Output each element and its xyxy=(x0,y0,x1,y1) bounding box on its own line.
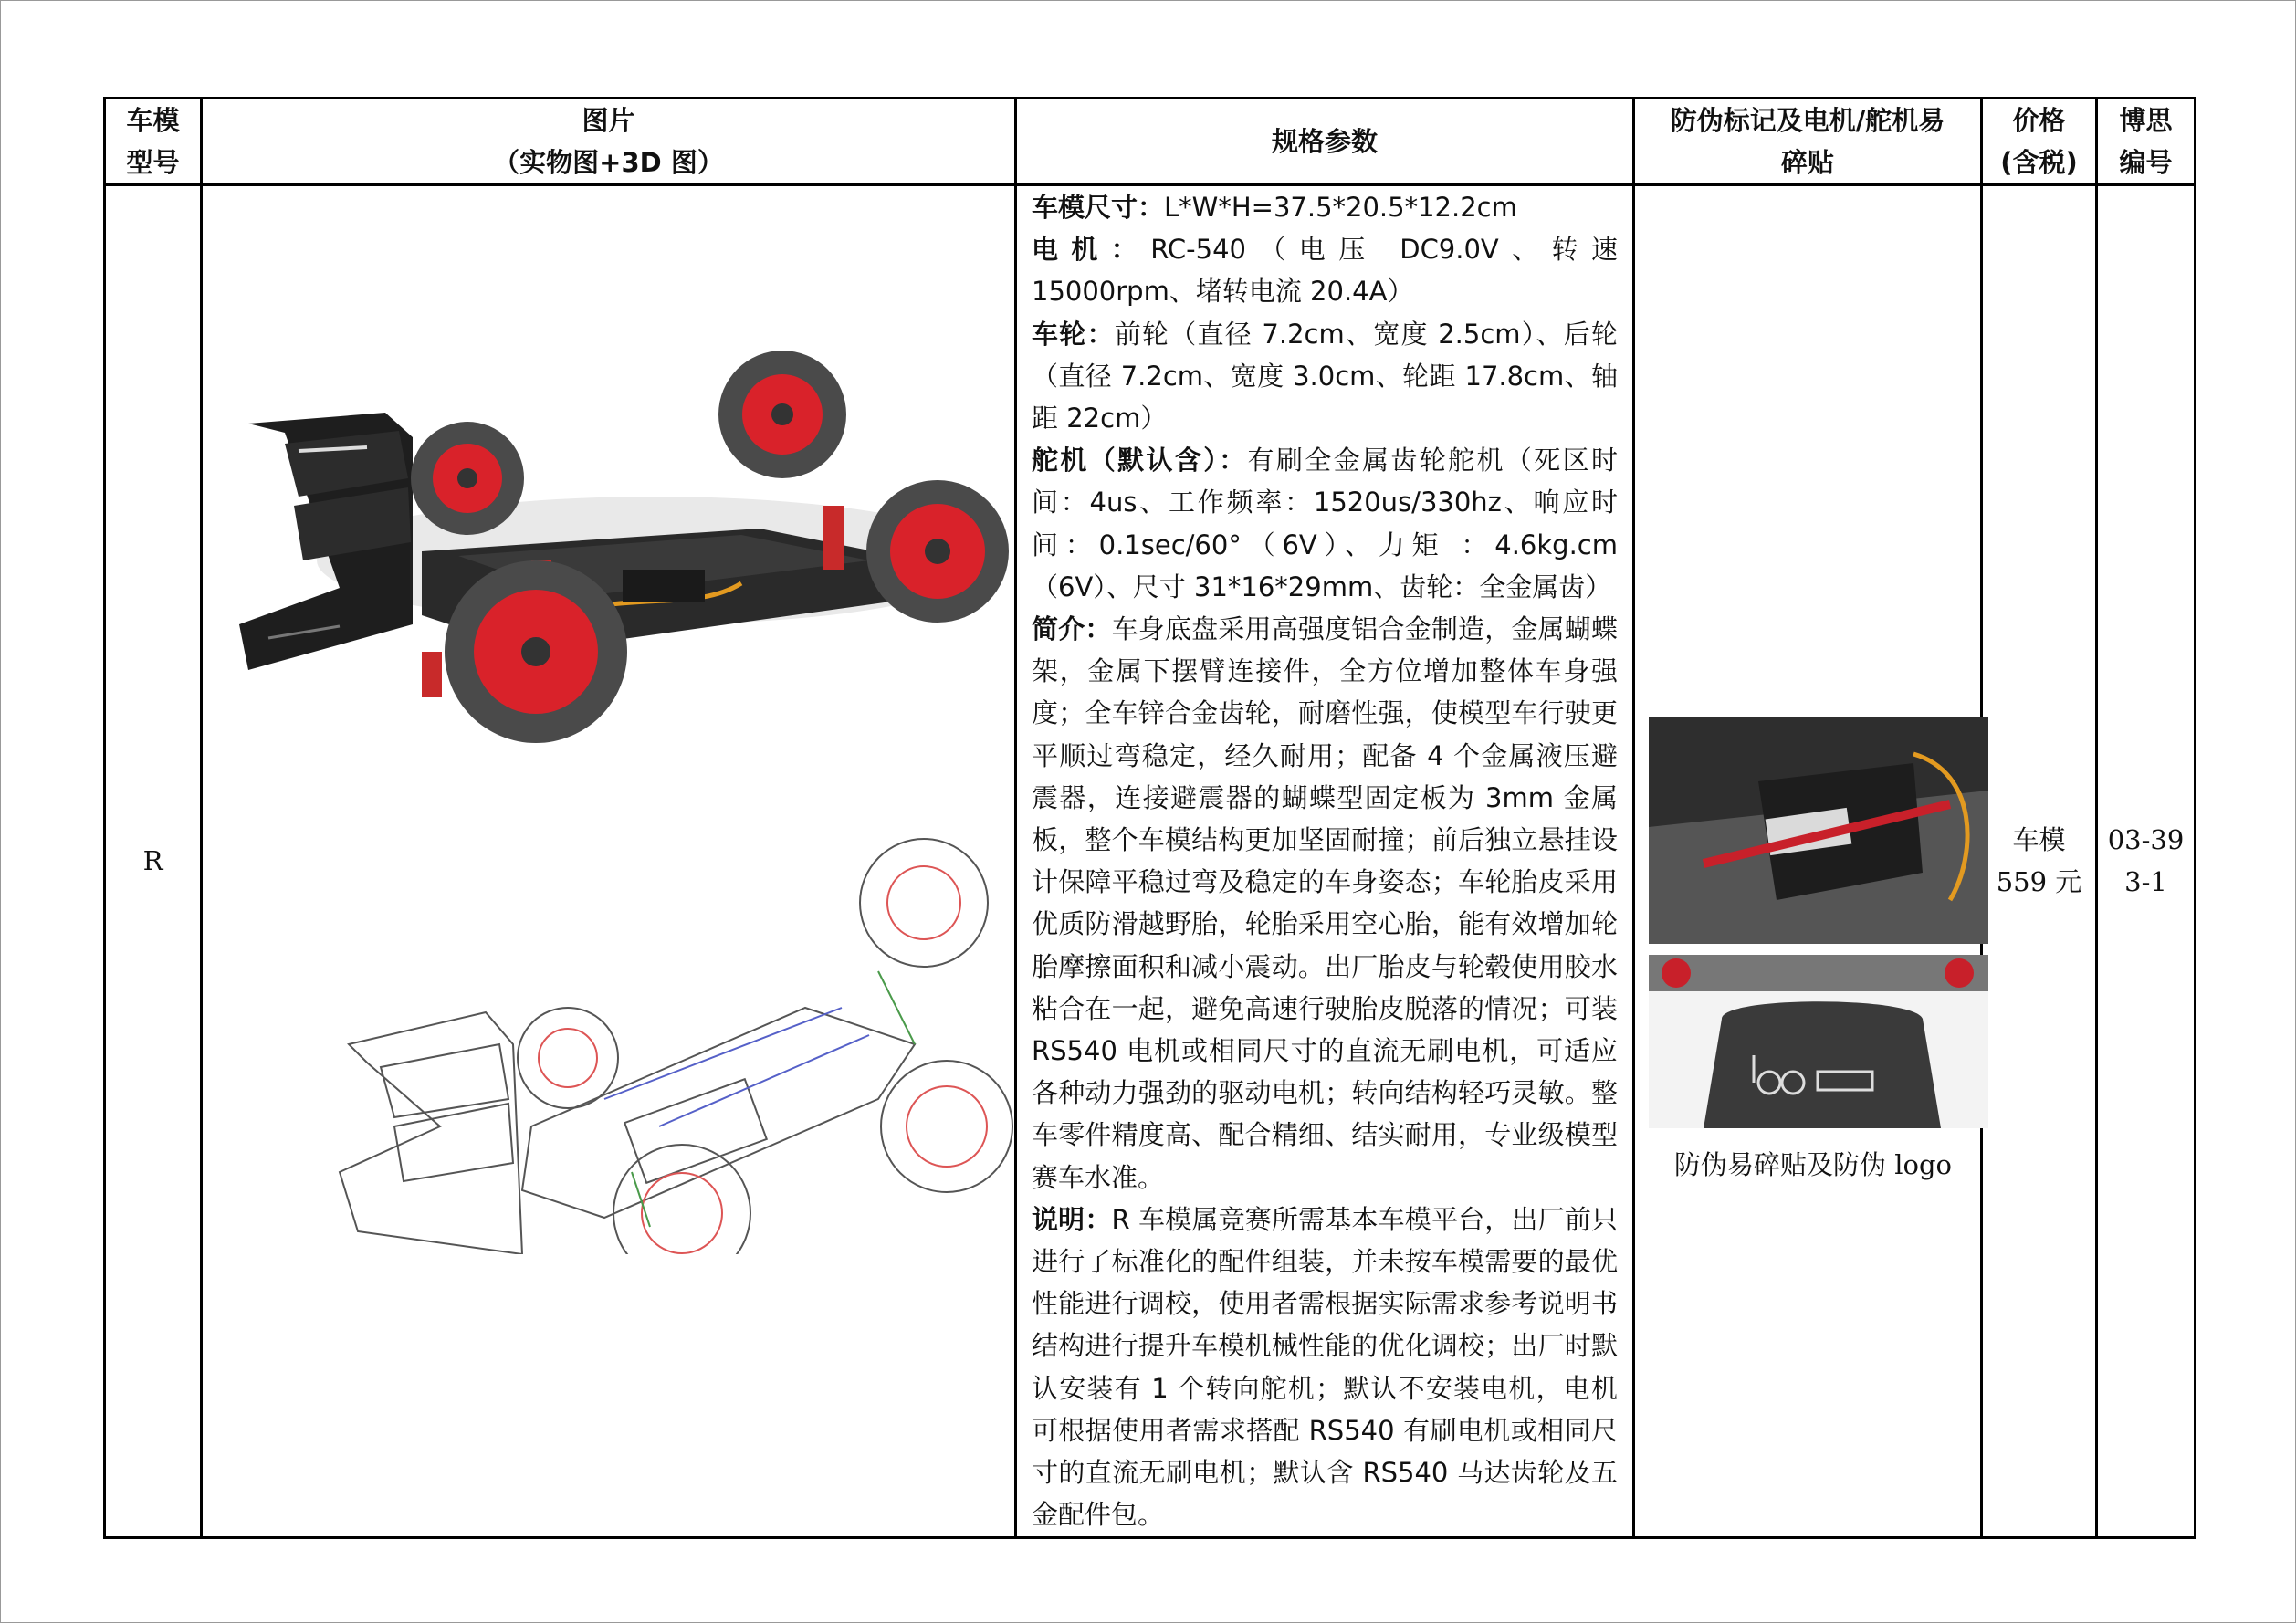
header-anti: 防伪标记及电机/舵机易 碎贴 xyxy=(1634,99,1982,185)
anti-images xyxy=(1649,717,1977,1182)
spec-motor: 电机：RC-540（电压 DC9.0V、转速 15000rpm、堵转电流 20.4A） xyxy=(1032,234,1618,308)
spec-size: 车模尺寸：L*W*H=37.5*20.5*12.2cm xyxy=(1032,192,1517,223)
spec-table xyxy=(103,97,2196,1539)
spec-notes: 说明：R 车模属竞赛所需基本车模平台，出厂前只进行了标准化的配件组装，并未按车模需要的最优性能进行调校，使用者需根据实际需求参考说明书结构进行提升车模机械性能的优化调校；出厂时默认安装有 1 个转向舵机；默认不安装电机，电机可根据使用者需求搭配 RS540 有刷电机或相同尺寸的直流无刷电机；默认含 RS540 马达齿轮及五金配件包。 xyxy=(1032,1203,1618,1531)
product-row xyxy=(105,185,2196,1538)
header-row xyxy=(105,99,2196,185)
code-cell: 03-39 3-1 xyxy=(2097,185,2196,1538)
images-cell xyxy=(202,185,1016,1538)
anti-cell xyxy=(1634,185,1982,1538)
wheel-front-bottom xyxy=(866,480,1009,623)
header-specs: 规格参数 xyxy=(1016,99,1634,185)
spec-intro: 简介：车身底盘采用高强度铝合金制造，金属蝴蝶架，金属下摆臂连接件，全方位增加整体车身强度；全车锌合金齿轮，耐磨性强，使模型车行驶更平顺过弯稳定，经久耐用；配备 4 个金属液压避震器，连接避震器的蝴蝶型固定板为 3mm 金属板，整个车模结构更加坚固耐撞；前后独立悬挂设计保障平稳过弯及稳定的车身姿态；车轮胎皮采用优质防滑越野胎，轮胎采用空心胎，能有效增加轮胎摩擦面积和减小震动。出厂胎皮与轮毂使用胶水粘合在一起，避免高速行驶胎皮脱落的情况；可装 RS540 电机或相同尺寸的直流无刷电机，可适应各种动力强劲的驱动电机；转向结构轻巧灵敏。整车零件精度高、配合精细、结实耐用，专业级模型赛车水准。 xyxy=(1032,613,1618,1193)
car-photo xyxy=(230,323,1015,752)
wheel-front-top xyxy=(718,351,846,478)
anti-fake-logo-photo xyxy=(1649,955,1988,1128)
spec-servo: 舵机（默认含）：有刷全金属齿轮舵机（死区时间：4us、工作频率：1520us/330hz、响应时间：0.1sec/60°（6V）、力矩 ：4.6kg.cm（6V）、尺寸 31*16*29mm、齿轮：全金属齿） xyxy=(1032,445,1618,602)
wheel-rear-top xyxy=(411,422,524,535)
price-cell: 车模 559 元 xyxy=(1982,185,2097,1538)
header-model: 车模 型号 xyxy=(105,99,202,185)
car-3d-drawing xyxy=(330,825,1152,1254)
spec-wheels: 车轮：前轮（直径 7.2cm、宽度 2.5cm）、后轮（直径 7.2cm、宽度 3.0cm、轮距 17.8cm、轴距 22cm） xyxy=(1032,318,1618,435)
anti-caption: 防伪易碎贴及防伪 logo xyxy=(1674,1149,1952,1180)
model-cell: R xyxy=(105,185,202,1538)
header-price: 价格 (含税) xyxy=(1982,99,2097,185)
header-code: 博思 编号 xyxy=(2097,99,2196,185)
header-images: 图片 （实物图+3D 图） xyxy=(202,99,1016,185)
wheel-rear-bottom xyxy=(445,560,627,743)
fragile-sticker-photo xyxy=(1649,717,1988,944)
